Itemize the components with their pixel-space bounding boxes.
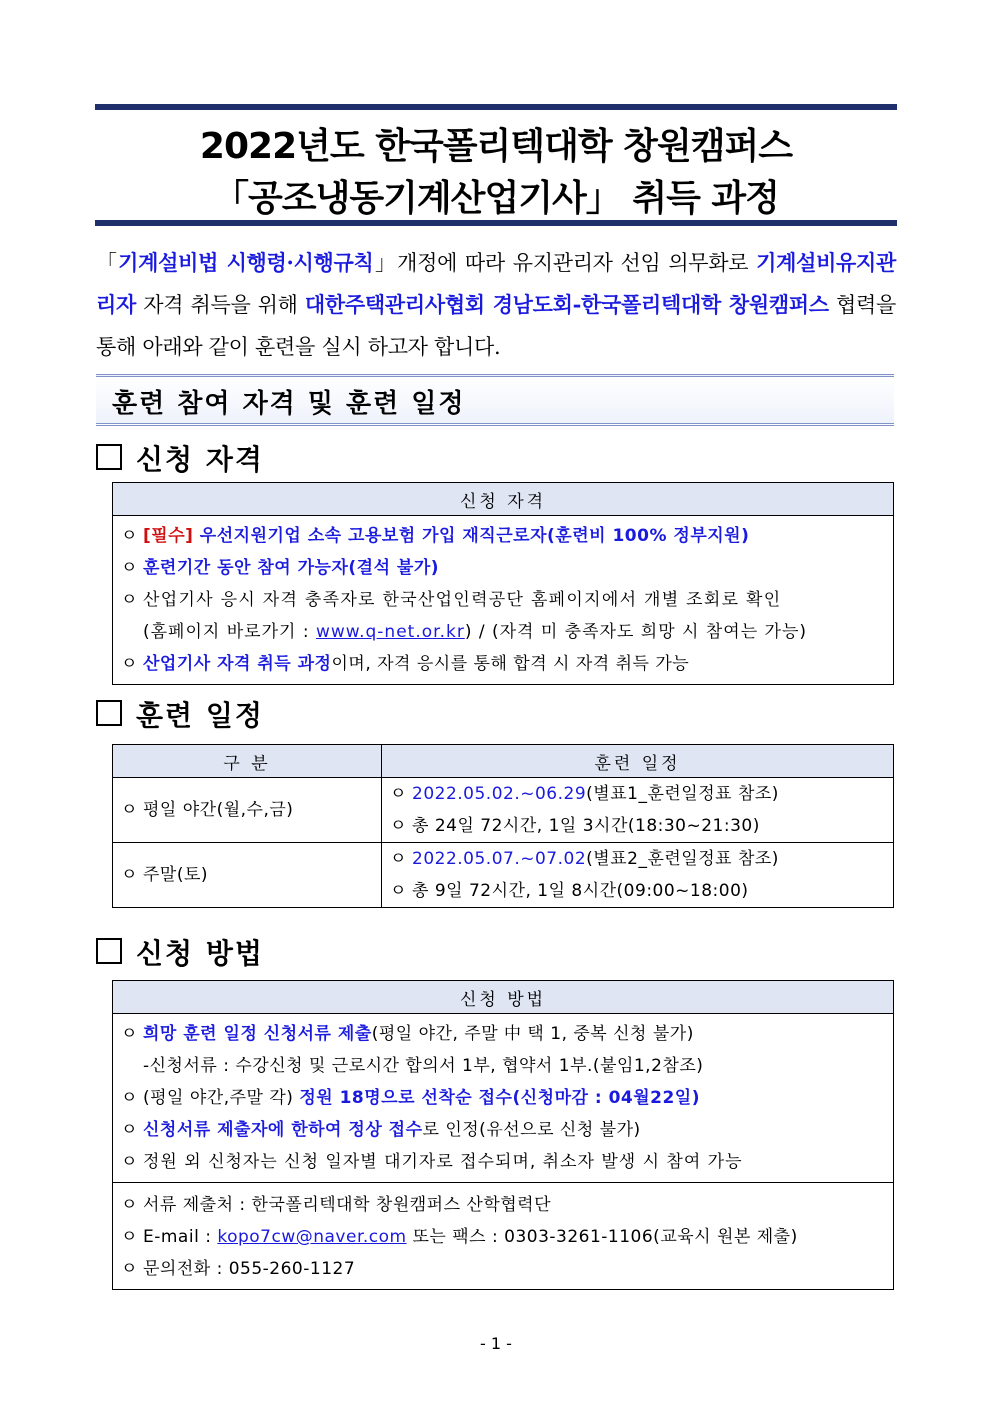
qualification-table-header: 신청 자격: [113, 483, 894, 516]
bullet-icon: ㅇ: [121, 1195, 138, 1215]
section-heading-text: 훈련 일정: [136, 699, 264, 732]
list-item: [113, 552, 893, 584]
section-heading-method: [96, 932, 264, 972]
schedule-hours: 총 9일 72시간, 1일 8시간(09:00~18:00): [412, 881, 749, 901]
schedule-detail-cell: [382, 843, 894, 908]
schedule-date-note: (별표2_훈련일정표 참조): [586, 849, 779, 869]
email-link[interactable]: kopo7cw@naver.com: [217, 1227, 407, 1247]
submission-office: 서류 제출처 : 한국폴리텍대학 창원캠퍼스 산학협력단: [143, 1195, 552, 1215]
bullet-icon: ㅇ: [121, 800, 138, 820]
list-item-highlight: 산업기사 자격 취득 과정: [143, 654, 332, 674]
list-item-continuation: [113, 1050, 893, 1082]
list-item-text: (홈페이지 바로가기 :: [143, 622, 316, 642]
bullet-icon: ㅇ: [121, 1227, 138, 1247]
list-item: [113, 1082, 893, 1114]
bullet-icon: ㅇ: [121, 590, 139, 610]
required-label: [필수]: [143, 526, 194, 546]
list-item-text: ) / (자격 미 충족자도 희망 시 참여는 가능): [464, 622, 807, 642]
bullet-icon: ㅇ: [121, 1024, 138, 1044]
section-heading-schedule: [96, 694, 264, 734]
list-item-text: 훈련기간 동안 참여 가능자(결석 불가): [143, 558, 440, 578]
bullet-icon: ㅇ: [121, 1120, 138, 1140]
list-item-text: -신청서류 : 수강신청 및 근로시간 합의서 1부, 협약서 1부.(붙임1,2참조): [143, 1056, 704, 1076]
bullet-icon: ㅇ: [390, 816, 407, 836]
intro-role: 기계설비유지관리자: [96, 250, 897, 317]
page-number: - 1 -: [480, 1334, 512, 1353]
list-item-highlight: 신청서류 제출자에 한하여 정상 접수: [143, 1120, 423, 1140]
list-item-highlight: 희망 훈련 일정 신청서류 제출: [143, 1024, 372, 1044]
qualification-table-body: [113, 516, 894, 685]
schedule-category-cell: [113, 843, 382, 908]
title-top-rule: [95, 104, 897, 110]
qnet-link[interactable]: www.q-net.or.kr: [315, 622, 465, 642]
list-item: [113, 520, 893, 552]
bullet-icon: ㅇ: [121, 1152, 139, 1172]
schedule-col-header-category: 구 분: [113, 745, 382, 778]
list-item-text: 이며, 자격 응시를 통해 합격 시 자격 취득 가능: [331, 654, 690, 674]
bullet-icon: ㅇ: [121, 654, 138, 674]
fax-text: 또는 팩스 : 0303-3261-1106(교육시 원본 제출): [406, 1227, 798, 1247]
schedule-date-note: (별표1_훈련일정표 참조): [586, 784, 779, 804]
list-item-text: 로 인정(유선으로 신청 불가): [422, 1120, 641, 1140]
intro-text-3: 협력을 통해 아래와 같이 훈련을 실시 하고자 합니다.: [96, 293, 896, 359]
contact-item: [113, 1189, 893, 1221]
list-item: [113, 648, 893, 680]
bullet-icon: ㅇ: [121, 526, 138, 546]
schedule-hours-line: [382, 810, 893, 842]
schedule-date-line: [382, 843, 893, 875]
contact-phone: 문의전화 : 055-260-1127: [143, 1259, 356, 1279]
section-heading-qualification: [96, 438, 264, 478]
schedule-category-cell: [113, 778, 382, 843]
checkbox-square-icon: [96, 938, 122, 964]
list-item-text: 정원 외 신청자는 신청 일자별 대기자로 접수되며, 취소자 발생 시 참여 가능: [143, 1152, 743, 1172]
schedule-hours: 총 24일 72시간, 1일 3시간(18:30~21:30): [412, 816, 760, 836]
list-item-text: 우선지원기업 소속 고용보험 가입 재직근로자(훈련비 100% 정부지원): [193, 526, 750, 546]
bullet-icon: ㅇ: [121, 1259, 138, 1279]
schedule-category-label: 평일 야간(월,수,금): [143, 800, 294, 820]
list-item: [113, 584, 893, 616]
bullet-icon: ㅇ: [121, 865, 138, 885]
title-bottom-rule: [95, 220, 897, 226]
schedule-table: [112, 744, 894, 908]
contact-item: [113, 1253, 893, 1285]
schedule-date: 2022.05.07.~07.02: [412, 849, 587, 869]
list-item: [113, 1114, 893, 1146]
title-line-2: 「공조냉동기계산업기사」 취득 과정: [213, 178, 779, 219]
bullet-icon: ㅇ: [390, 849, 407, 869]
list-item: [113, 1018, 893, 1050]
contact-section: [113, 1183, 894, 1290]
list-item-continuation: [113, 616, 893, 648]
method-table: [112, 980, 894, 1290]
list-item-text: (평일 야간,주말 각): [143, 1088, 300, 1108]
schedule-hours-line: [382, 875, 893, 907]
checkbox-square-icon: [96, 444, 122, 470]
schedule-date-line: [382, 778, 893, 810]
bullet-icon: ㅇ: [121, 558, 138, 578]
contact-item: [113, 1221, 893, 1253]
list-item-text: (평일 야간, 주말 中 택 1, 중복 신청 불가): [371, 1024, 694, 1044]
method-table-body: [113, 1014, 894, 1183]
section-banner: [96, 374, 894, 426]
list-item: [113, 1146, 893, 1178]
schedule-detail-cell: [382, 778, 894, 843]
schedule-col-header-schedule: 훈련 일정: [382, 745, 894, 778]
section-heading-text: 신청 방법: [136, 937, 264, 970]
intro-text-2: 자격 취득을 위해: [135, 293, 305, 317]
bullet-icon: ㅇ: [121, 1088, 138, 1108]
schedule-date: 2022.05.02.~06.29: [412, 784, 587, 804]
method-table-header: 신청 방법: [113, 981, 894, 1014]
title-line-1: 2022년도 한국폴리텍대학 창원캠퍼스: [199, 126, 793, 167]
intro-bracket-open: 「: [96, 251, 119, 275]
banner-title: 훈련 참여 자격 및 훈련 일정: [112, 389, 466, 419]
checkbox-square-icon: [96, 700, 122, 726]
list-item-highlight: 정원 18명으로 선착순 접수(신청마감 : 04월22일): [299, 1088, 700, 1108]
bullet-icon: ㅇ: [390, 784, 407, 804]
table-row: [113, 843, 894, 908]
bullet-icon: ㅇ: [390, 881, 407, 901]
intro-paragraph: [96, 242, 896, 368]
intro-law-name: 기계설비법 시행령·시행규칙: [118, 250, 374, 275]
list-item-text: 산업기사 응시 자격 충족자로 한국산업인력공단 홈페이지에서 개별 조회로 확인: [143, 590, 782, 610]
qualification-table: [112, 482, 894, 685]
table-row: [113, 778, 894, 843]
schedule-category-label: 주말(토): [143, 865, 209, 885]
email-label: E-mail :: [143, 1227, 218, 1247]
section-heading-text: 신청 자격: [136, 443, 264, 476]
intro-text-1: 」개정에 따라 유지관리자 선임 의무화로: [373, 251, 757, 275]
intro-partners: 대한주택관리사협회 경남도회-한국폴리텍대학 창원캠퍼스: [304, 292, 829, 317]
